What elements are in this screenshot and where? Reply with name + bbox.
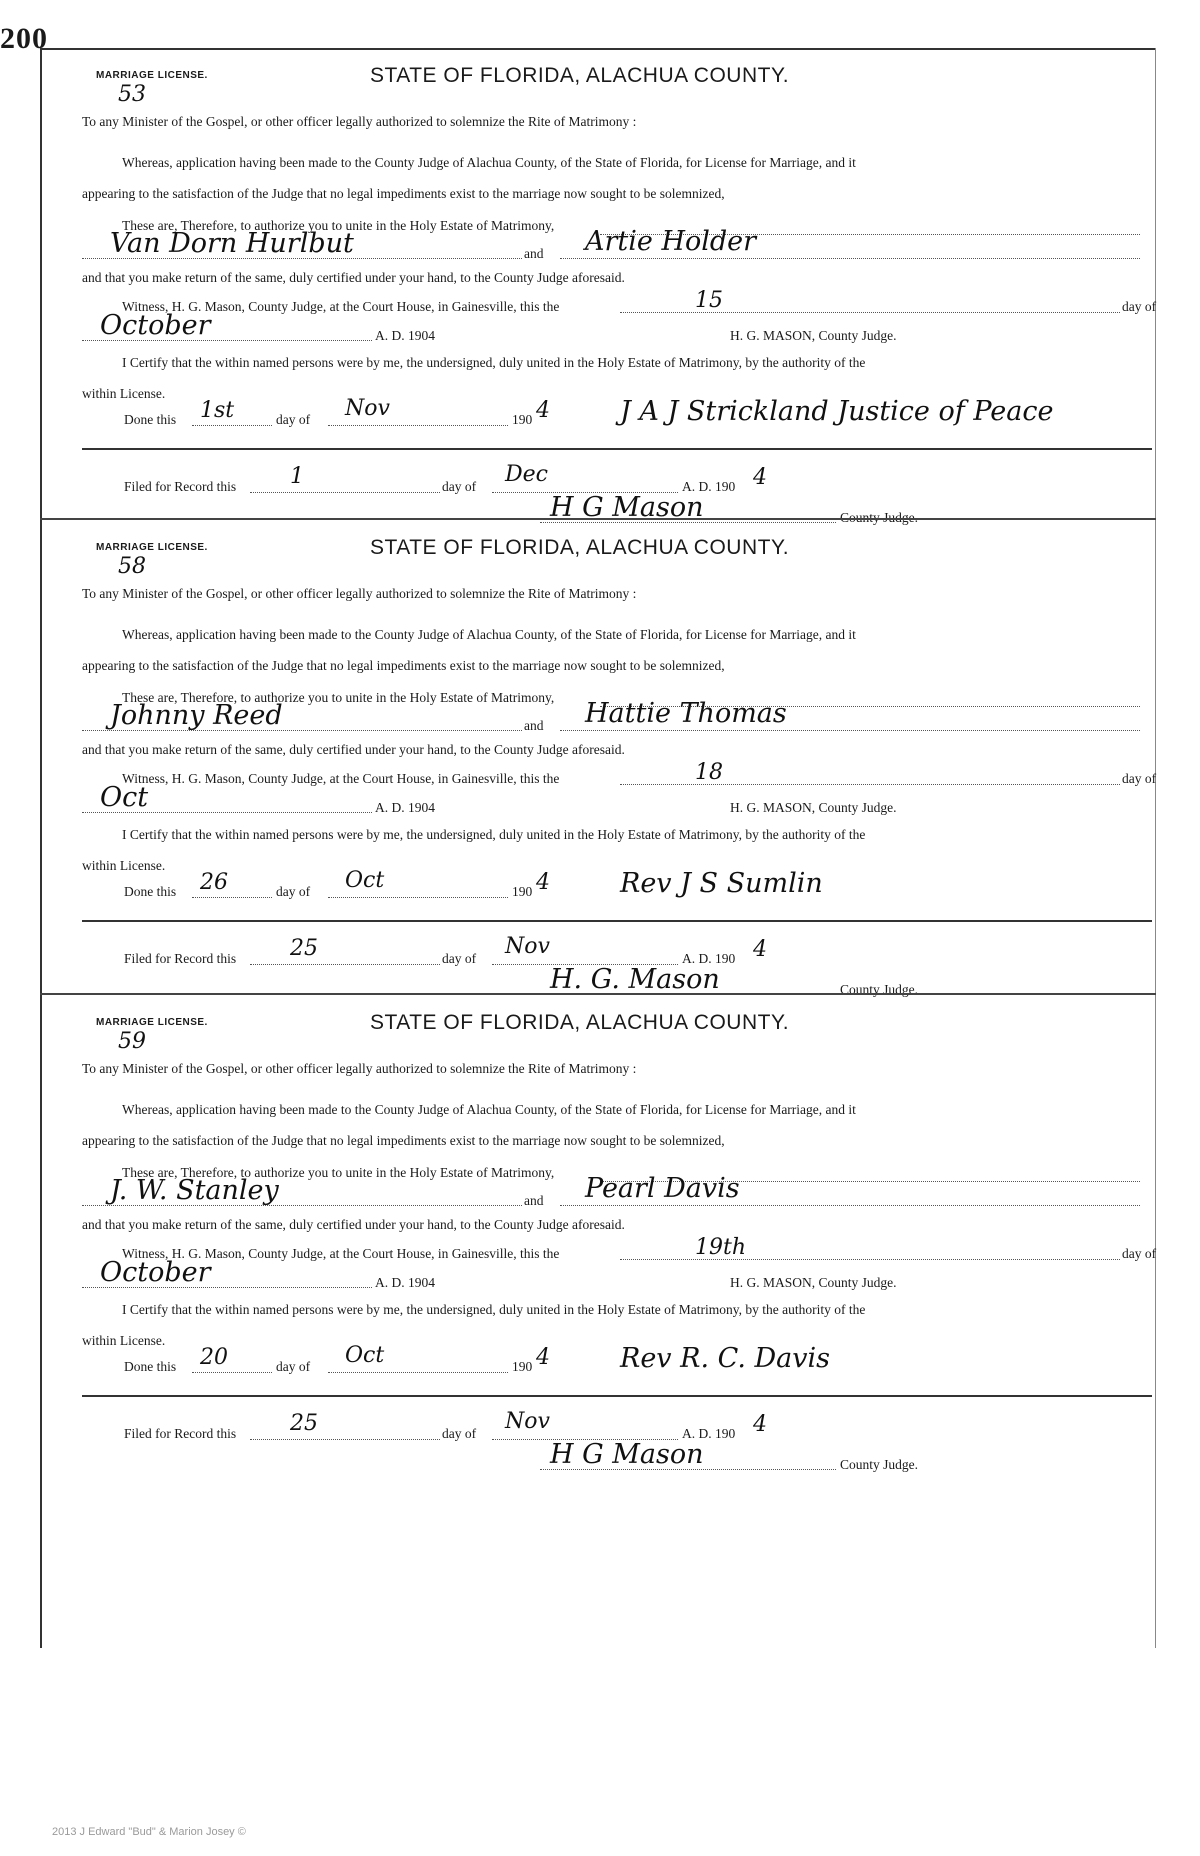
these-are-text: These are, Therefore, to authorize you to unite in the Holy Estate of Matrimony, [122, 690, 555, 705]
certify-text: I Certify that the within named persons were by me, the undersigned, duly united in the Holy Estate of Matrimony, by the authority of the [122, 1302, 866, 1317]
blank-line [192, 1372, 272, 1373]
blank-line [82, 1205, 522, 1206]
top-border [40, 48, 1156, 50]
county-judge-text: County Judge. [840, 1457, 919, 1472]
blank-line [560, 258, 1140, 259]
blank-line [540, 1469, 836, 1470]
judge-title: H. G. MASON, County Judge. [730, 328, 897, 343]
day-of-text: day of [442, 479, 477, 494]
done-this-text: Done this [124, 884, 177, 899]
officiant-signature: Rev J S Sumlin [620, 868, 823, 899]
witness-day: 19th [695, 1235, 747, 1260]
year-190-text: 190 [512, 1359, 533, 1374]
these-are-text: These are, Therefore, to authorize you to unite in the Holy Estate of Matrimony, [122, 218, 555, 233]
license-number: 59 [118, 1029, 146, 1054]
blank-line [82, 812, 372, 813]
day-of-text: day of [442, 951, 477, 966]
filed-year: 4 [753, 1412, 767, 1437]
blank-line [560, 730, 1140, 731]
license-label: MARRIAGE LICENSE. [96, 1017, 208, 1028]
day-of-text: day of [1122, 299, 1157, 314]
divider-rule [82, 448, 1152, 450]
page-number: 200 [0, 22, 48, 55]
witness-text: Witness, H. G. Mason, County Judge, at the Court House, in Gainesville, this the [122, 771, 560, 786]
whereas-line-2: appearing to the satisfaction of the Judge that no legal impediments exist to the marriage now sought to be solemnized, [82, 186, 725, 201]
bride-name: Artie Holder [585, 226, 757, 257]
day-of-text: day of [1122, 1246, 1157, 1261]
done-this-text: Done this [124, 1359, 177, 1374]
groom-name: Van Dorn Hurlbut [110, 228, 354, 259]
day-of-text: day of [276, 412, 311, 427]
certify-text: I Certify that the within named persons were by me, the undersigned, duly united in the Holy Estate of Matrimony, by the authority of the [122, 827, 866, 842]
judge-signature: H. G. Mason [550, 964, 720, 995]
ad-190-text: A. D. 190 [682, 1426, 736, 1441]
blank-line [250, 964, 440, 965]
done-year: 4 [536, 1345, 550, 1370]
within-license-text: within License. [82, 1333, 166, 1348]
witness-text: Witness, H. G. Mason, County Judge, at the Court House, in Gainesville, this the [122, 1246, 560, 1261]
bride-name: Hattie Thomas [585, 698, 787, 729]
divider-rule [82, 920, 1152, 922]
done-month: Oct [345, 868, 385, 893]
county-judge-text: County Judge. [840, 510, 919, 525]
blank-line [192, 425, 272, 426]
ad-1904-text: A. D. 1904 [375, 800, 435, 815]
blank-line [328, 425, 508, 426]
blank-line [82, 1287, 372, 1288]
whereas-line-2: appearing to the satisfaction of the Judge that no legal impediments exist to the marriage now sought to be solemnized, [82, 1133, 725, 1148]
done-year: 4 [536, 870, 550, 895]
whereas-line-2: appearing to the satisfaction of the Judge that no legal impediments exist to the marriage now sought to be solemnized, [82, 658, 725, 673]
license-heading: STATE OF FLORIDA, ALACHUA COUNTY. [370, 536, 790, 559]
ad-1904-text: A. D. 1904 [375, 1275, 435, 1290]
year-190-text: 190 [512, 412, 533, 427]
license-number: 58 [118, 554, 146, 579]
whereas-line-1: Whereas, application having been made to the County Judge of Alachua County, of the State of Florida, for License for Marriage, and it [122, 1102, 856, 1117]
judge-title: H. G. MASON, County Judge. [730, 1275, 897, 1290]
done-year: 4 [536, 398, 550, 423]
filed-day: 25 [290, 1411, 318, 1436]
these-are-text: These are, Therefore, to authorize you to unite in the Holy Estate of Matrimony, [122, 1165, 555, 1180]
and-text: and [524, 246, 544, 261]
blank-line [250, 492, 440, 493]
license-separator [40, 993, 1156, 995]
year-190-text: 190 [512, 884, 533, 899]
filed-month: Dec [505, 462, 548, 487]
to-any-minister: To any Minister of the Gospel, or other officer legally authorized to solemnize the Rite of Matrimony : [82, 114, 637, 129]
blank-line [540, 522, 836, 523]
ad-1904-text: A. D. 1904 [375, 328, 435, 343]
blank-line [82, 730, 522, 731]
day-of-text: day of [276, 1359, 311, 1374]
witness-month: October [100, 1257, 211, 1288]
within-license-text: within License. [82, 858, 166, 873]
done-this-text: Done this [124, 412, 177, 427]
right-border [1155, 48, 1156, 1648]
license-heading: STATE OF FLORIDA, ALACHUA COUNTY. [370, 64, 790, 87]
witness-month: October [100, 310, 211, 341]
witness-day: 15 [695, 288, 723, 313]
done-day: 20 [200, 1345, 228, 1370]
filed-year: 4 [753, 937, 767, 962]
judge-title: H. G. MASON, County Judge. [730, 800, 897, 815]
ad-190-text: A. D. 190 [682, 479, 736, 494]
day-of-text: day of [442, 1426, 477, 1441]
license-separator [40, 518, 1156, 520]
judge-signature: H G Mason [550, 1439, 704, 1470]
left-border [40, 48, 42, 1648]
done-day: 26 [200, 870, 228, 895]
make-return-text: and that you make return of the same, duly certified under your hand, to the County Judge aforesaid. [82, 270, 625, 285]
groom-name: J. W. Stanley [110, 1175, 279, 1206]
filed-day: 25 [290, 936, 318, 961]
filed-text: Filed for Record this [124, 1426, 237, 1441]
to-any-minister: To any Minister of the Gospel, or other officer legally authorized to solemnize the Rite of Matrimony : [82, 586, 637, 601]
day-of-text: day of [1122, 771, 1157, 786]
done-month: Nov [345, 396, 390, 421]
make-return-text: and that you make return of the same, duly certified under your hand, to the County Judge aforesaid. [82, 1217, 625, 1232]
blank-line [328, 897, 508, 898]
done-day: 1st [200, 398, 235, 423]
whereas-line-1: Whereas, application having been made to the County Judge of Alachua County, of the State of Florida, for License for Marriage, and it [122, 155, 856, 170]
blank-line [560, 1205, 1140, 1206]
witness-month: Oct [100, 782, 149, 813]
blank-line [82, 258, 522, 259]
done-month: Oct [345, 1343, 385, 1368]
whereas-line-1: Whereas, application having been made to the County Judge of Alachua County, of the State of Florida, for License for Marriage, and it [122, 627, 856, 642]
filed-month: Nov [505, 934, 550, 959]
license-number: 53 [118, 82, 146, 107]
bride-name: Pearl Davis [585, 1173, 740, 1204]
license-label: MARRIAGE LICENSE. [96, 542, 208, 553]
blank-line [82, 340, 372, 341]
ad-190-text: A. D. 190 [682, 951, 736, 966]
license-heading: STATE OF FLORIDA, ALACHUA COUNTY. [370, 1011, 790, 1034]
filed-month: Nov [505, 1409, 550, 1434]
and-text: and [524, 1193, 544, 1208]
within-license-text: within License. [82, 386, 166, 401]
day-of-text: day of [276, 884, 311, 899]
make-return-text: and that you make return of the same, duly certified under your hand, to the County Judge aforesaid. [82, 742, 625, 757]
divider-rule [82, 1395, 1152, 1397]
filed-day: 1 [290, 464, 304, 489]
blank-line [250, 1439, 440, 1440]
filed-text: Filed for Record this [124, 951, 237, 966]
groom-name: Johnny Reed [110, 700, 283, 731]
copyright-footer: 2013 J Edward "Bud" & Marion Josey © [52, 1826, 246, 1838]
officiant-signature: J A J Strickland Justice of Peace [620, 396, 1054, 427]
filed-text: Filed for Record this [124, 479, 237, 494]
witness-text: Witness, H. G. Mason, County Judge, at the Court House, in Gainesville, this the [122, 299, 560, 314]
county-judge-text: County Judge. [840, 982, 919, 997]
blank-line [328, 1372, 508, 1373]
license-label: MARRIAGE LICENSE. [96, 70, 208, 81]
judge-signature: H G Mason [550, 492, 704, 523]
to-any-minister: To any Minister of the Gospel, or other officer legally authorized to solemnize the Rite of Matrimony : [82, 1061, 637, 1076]
and-text: and [524, 718, 544, 733]
blank-line [192, 897, 272, 898]
certify-text: I Certify that the within named persons were by me, the undersigned, duly united in the Holy Estate of Matrimony, by the authority of the [122, 355, 866, 370]
filed-year: 4 [753, 465, 767, 490]
witness-day: 18 [695, 760, 723, 785]
officiant-signature: Rev R. C. Davis [620, 1343, 830, 1374]
